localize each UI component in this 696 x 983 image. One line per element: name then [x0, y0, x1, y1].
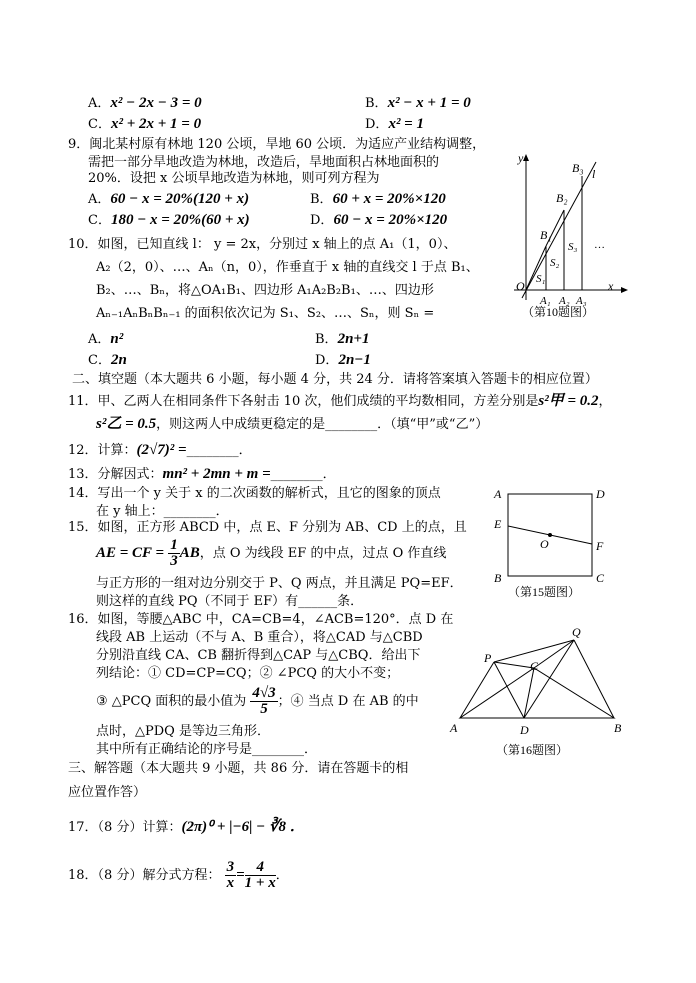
q16-label-c: C — [530, 659, 539, 673]
q15-label-f: F — [596, 539, 604, 553]
q11-variance-jia: s²甲 = 0.2 — [538, 393, 599, 409]
q9-line3: 20%．设把 x 公顷旱地改造为林地，则可列方程为 — [88, 171, 380, 186]
q15-line3: 与正方形的一组对边分别交于 P、Q 两点，并且满足 PQ=EF． — [96, 576, 463, 591]
q8-option-d: D．x² = 1 — [365, 116, 424, 132]
q10-label-b1: B₁ — [540, 228, 552, 242]
q10-line3: B₂、…、Bₙ，将△OA₁B₁、四边形 A₁A₂B₂B₁、…、四边形 — [96, 283, 434, 298]
q9-option-b: B．60 + x = 20%×120 — [310, 191, 446, 207]
q16-label-p: P — [484, 651, 492, 665]
q10-label-a2: A₂ — [559, 295, 570, 307]
q18-rhs-fraction: $\frac{4}{1 + x}$ — [244, 859, 276, 891]
q9-option-d: D．60 − x = 20%×120 — [310, 212, 448, 228]
q10-line4: Aₙ₋₁AₙBₙBₙ₋₁ 的面积依次记为 S₁、S₂、…、Sₙ，则 Sₙ = — [96, 306, 435, 321]
section3-line1: 三、解答题（本大题共 9 小题，共 86 分．请在答题卡的相 — [68, 761, 409, 776]
q16-label-b: B — [614, 721, 622, 735]
q17: 17．（8 分）计算：(2π)⁰ + |−6| − ∛8 ． — [68, 819, 305, 835]
q10-label-a3: A₃ — [576, 295, 587, 307]
q18: 18．（8 分）解分式方程： $\frac{3}{x}$ = $\frac{4}{1 + x}$ ． — [68, 859, 289, 891]
q17-expression: (2π)⁰ + |−6| − ∛8 ． — [181, 819, 305, 835]
q16-figure-caption: （第16题图） — [496, 743, 569, 757]
q15-label-b: B — [494, 571, 502, 585]
q15-label-o: O — [540, 537, 549, 551]
q10-option-d: D．2n−1 — [315, 352, 371, 368]
q9-line2: 需把一部分旱地改造为林地，改造后，旱地面积占林地面积的 — [88, 155, 440, 170]
q15-label-c: C — [596, 571, 605, 585]
q16-figure — [446, 622, 632, 762]
q10-label-l: l — [592, 167, 596, 181]
q10-label-s2: S₂ — [550, 257, 560, 269]
q16-line6: 点时，△PDQ 是等边三角形． — [96, 724, 270, 739]
q8-option-b-equation: x² − x + 1 = 0 — [387, 95, 471, 111]
q10-option-b: B．2n+1 — [315, 331, 370, 347]
q8-option-b: B．x² − x + 1 = 0 — [365, 95, 471, 111]
q11-line1: 11．甲、乙两人在相同条件下各射击 10 次，他们成绩的平均数相同，方差分别是s²甲 = 0.2， — [68, 393, 612, 409]
q10-line1: 10．如图，已知直线 l： y = 2x，分别过 x 轴上的点 A₁（1，0）、 — [68, 237, 457, 252]
q12: 12．计算：(2√7)² =________． — [68, 442, 252, 458]
section3-line2: 应位置作答） — [68, 785, 147, 800]
q10-label-o: O — [516, 279, 525, 293]
q16-label-q: Q — [572, 625, 581, 639]
q13: 13．分解因式：mn² + 2mn + m =________． — [68, 466, 336, 482]
q10-label-dots: … — [594, 239, 605, 251]
q16-fraction: $\frac{4√3}{5}$ — [252, 685, 276, 717]
q16-line5: ③ △PCQ 面积的最小值为 $\frac{4√3}{5}$ ；④ 当点 D 在 AB 的中 — [96, 685, 419, 717]
q15-fraction: $\frac{1}{3}$ — [170, 537, 178, 569]
q10-label-x: x — [608, 279, 614, 293]
q15-line4: 则这样的直线 PQ（不同于 EF）有______条． — [96, 594, 364, 609]
q10-label-b2: B₂ — [556, 191, 568, 205]
q12-expression: (2√7)² = — [136, 442, 187, 458]
q11-variance-yi: s²乙 = 0.5 — [96, 416, 157, 432]
q18-lhs-fraction: $\frac{3}{x}$ — [226, 859, 235, 891]
q15-label-e: E — [494, 517, 502, 531]
q16-line1: 16．如图，等腰△ABC 中，CA=CB=4，∠ACB=120°．点 D 在 — [68, 612, 454, 627]
q16-label-a: A — [450, 721, 458, 735]
q16-line7: 其中所有正确结论的序号是________． — [96, 742, 318, 757]
q10-label-y: y — [518, 151, 524, 165]
q16-label-d: D — [520, 723, 529, 737]
q15-label-d: D — [596, 487, 605, 501]
q9-option-a: A．60 − x = 20%(120 + x) — [88, 191, 250, 207]
q8-option-c: C．x² + 2x + 1 = 0 — [88, 116, 202, 132]
q16-line4: 列结论：① CD=CP=CQ；② ∠PCQ 的大小不变； — [96, 666, 400, 681]
q10-label-s3: S₃ — [568, 241, 578, 253]
q10-option-a: A．n² — [88, 331, 124, 347]
q10-line2: A₂（2，0）、…、Aₙ（n，0），作垂直于 x 轴的直线交 l 于点 B₁、 — [96, 260, 479, 275]
q8-option-a: A．x² − 2x − 3 = 0 — [88, 95, 202, 111]
q10-label-s1: S₁ — [536, 273, 546, 285]
q15-figure-caption: （第15题图） — [508, 585, 581, 599]
q10-label-a1: A₁ — [540, 295, 551, 307]
q8-option-a-equation: x² − 2x − 3 = 0 — [110, 95, 202, 111]
q8-option-c-equation: x² + 2x + 1 = 0 — [110, 116, 202, 132]
q11-line2: s²乙 = 0.5，则这两人中成绩更稳定的是________．（填“甲”或“乙”） — [96, 416, 489, 432]
q14-line1: 14．写出一个 y 关于 x 的二次函数的解析式，且它的图象的顶点 — [68, 486, 441, 501]
q10-figure — [504, 150, 634, 320]
q15-figure — [488, 484, 608, 602]
q10-figure-caption: （第10题图） — [522, 305, 595, 319]
q15-line1: 15．如图，正方形 ABCD 中，点 E、F 分别为 AB、CD 上的点，且 — [68, 520, 467, 535]
section2-heading: 二、填空题（本大题共 6 小题，每小题 4 分，共 24 分．请将答案填入答题卡的相应位置） — [72, 372, 598, 387]
q13-expression: mn² + 2mn + m = — [162, 466, 271, 482]
q9-line1: 9．闽北某村原有林地 120 公顷，旱地 60 公顷．为适应产业结构调整， — [68, 137, 486, 152]
q16-line2: 线段 AB 上运动（不与 A、B 重合），将△CAD 与△CBD — [96, 630, 423, 645]
q14-line2: 在 y 轴上：________． — [96, 504, 229, 519]
q9-option-c: C．180 − x = 20%(60 + x) — [88, 212, 250, 228]
q15-label-a: A — [494, 487, 502, 501]
q16-line3: 分别沿直线 CA、CB 翻折得到△CAP 与△CBQ．给出下 — [96, 648, 421, 663]
q8-option-d-equation: x² = 1 — [388, 116, 424, 132]
q10-option-c: C．2n — [88, 352, 127, 368]
q10-label-b3: B₃ — [572, 161, 584, 175]
q15-line2: AE = CF = $\frac{1}{3}$ AB，点 O 为线段 EF 的中点，过点 O 作直线 — [96, 537, 447, 569]
